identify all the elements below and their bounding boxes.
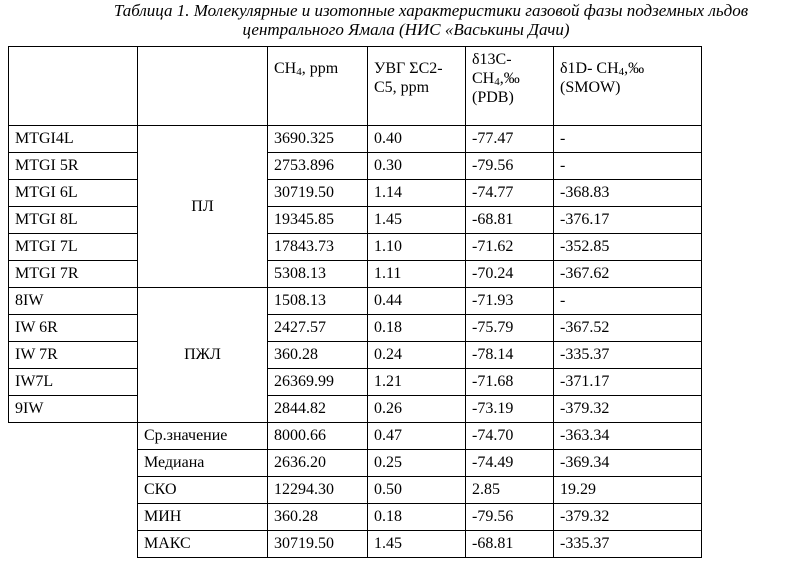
d13c-cell: -77.47 (466, 126, 554, 153)
table-row (9, 234, 702, 261)
uvg-cell: 0.40 (368, 126, 466, 153)
stat-d1d-cell: -335.37 (554, 531, 702, 558)
d13c-cell: -68.81 (466, 207, 554, 234)
sample-cell: IW7L (9, 369, 138, 396)
uvg-cell: 1.10 (368, 234, 466, 261)
d13c-cell: -71.62 (466, 234, 554, 261)
stat-d13c-cell: -74.49 (466, 450, 554, 477)
header-cell-d1d (554, 47, 702, 126)
uvg-cell: 0.24 (368, 342, 466, 369)
sample-cell: 9IW (9, 396, 138, 423)
stat-label-cell: МАКС (138, 531, 268, 558)
ch4-cell: 360.28 (268, 342, 368, 369)
d1d-cell: -376.17 (554, 207, 702, 234)
uvg-cell: 1.21 (368, 369, 466, 396)
d13c-cell: -70.24 (466, 261, 554, 288)
sample-cell: MTGI 7L (9, 234, 138, 261)
stats-row (9, 477, 702, 504)
ch4-cell: 1508.13 (268, 288, 368, 315)
d1d-cell: -367.52 (554, 315, 702, 342)
d13c-cell: -73.19 (466, 396, 554, 423)
header-ch4-main: CH (274, 60, 297, 77)
stat-d1d-cell: 19.29 (554, 477, 702, 504)
header-cell-uvg: УВГ ΣС2-С5, ppm (368, 47, 466, 126)
caption-line-1: Таблица 1. Молекулярные и изотопные характеристики газовой фазы подземных льдов (113, 1, 749, 20)
ch4-cell: 2753.896 (268, 153, 368, 180)
sample-cell: IW 7R (9, 342, 138, 369)
stat-d13c-cell: -74.70 (466, 423, 554, 450)
sample-cell: IW 6R (9, 315, 138, 342)
header-cell-d13c (466, 47, 554, 126)
table-row (9, 261, 702, 288)
sample-cell: MTGI 7R (9, 261, 138, 288)
table-row (9, 288, 702, 315)
stat-uvg-cell: 0.50 (368, 477, 466, 504)
header-d13c-sub: 4 (494, 76, 500, 88)
header-cell-ch4 (268, 47, 368, 126)
uvg-cell: 1.11 (368, 261, 466, 288)
d1d-cell: -368.83 (554, 180, 702, 207)
sample-cell: 8IW (9, 288, 138, 315)
stat-d13c-cell: -68.81 (466, 531, 554, 558)
d1d-cell: -379.32 (554, 396, 702, 423)
header-ch4-sub: 4 (296, 66, 302, 78)
stat-uvg-cell: 0.47 (368, 423, 466, 450)
empty-cell (9, 450, 138, 477)
uvg-cell: 0.44 (368, 288, 466, 315)
ch4-cell: 5308.13 (268, 261, 368, 288)
sample-cell: MTGI 5R (9, 153, 138, 180)
d13c-cell: -78.14 (466, 342, 554, 369)
table-row (9, 342, 702, 369)
header-d1d-rest: ,‰ (SMOW) (560, 60, 645, 96)
caption-line-2: центрального Ямала (НИС «Васькины Дачи) (242, 20, 570, 39)
stat-label-cell: Медиана (138, 450, 268, 477)
ch4-cell: 3690.325 (268, 126, 368, 153)
stat-d1d-cell: -369.34 (554, 450, 702, 477)
stat-d1d-cell: -363.34 (554, 423, 702, 450)
header-d1d-pre: δ1D- CH (560, 60, 619, 77)
ch4-cell: 19345.85 (268, 207, 368, 234)
d1d-cell: - (554, 153, 702, 180)
uvg-cell: 0.18 (368, 315, 466, 342)
header-cell-sample (9, 47, 138, 126)
stat-label-cell: СКО (138, 477, 268, 504)
d1d-cell: - (554, 126, 702, 153)
header-row (9, 47, 702, 126)
d1d-cell: -335.37 (554, 342, 702, 369)
stats-row (9, 504, 702, 531)
ch4-cell: 17843.73 (268, 234, 368, 261)
stat-label-cell: МИН (138, 504, 268, 531)
table-row (9, 180, 702, 207)
header-d13c-rest: ,‰ (PDB) (472, 70, 520, 106)
empty-cell (9, 504, 138, 531)
uvg-cell: 0.30 (368, 153, 466, 180)
d13c-cell: -79.56 (466, 153, 554, 180)
stats-row (9, 531, 702, 558)
stat-uvg-cell: 1.45 (368, 531, 466, 558)
group-cell-pzhl: ПЖЛ (138, 288, 268, 423)
table-row (9, 315, 702, 342)
stat-ch4-cell: 8000.66 (268, 423, 368, 450)
stat-ch4-cell: 360.28 (268, 504, 368, 531)
sample-cell: MTGI 6L (9, 180, 138, 207)
stat-label-cell: Ср.значение (138, 423, 268, 450)
ch4-cell: 2844.82 (268, 396, 368, 423)
sample-cell: MTGI 8L (9, 207, 138, 234)
table-row (9, 153, 702, 180)
stat-ch4-cell: 2636.20 (268, 450, 368, 477)
stat-uvg-cell: 0.25 (368, 450, 466, 477)
table-row (9, 369, 702, 396)
empty-cell (9, 477, 138, 504)
data-table (8, 46, 702, 558)
d13c-cell: -75.79 (466, 315, 554, 342)
table-row (9, 396, 702, 423)
d13c-cell: -71.68 (466, 369, 554, 396)
stat-ch4-cell: 30719.50 (268, 531, 368, 558)
ch4-cell: 2427.57 (268, 315, 368, 342)
empty-cell (9, 423, 138, 450)
header-ch4-rest: , ppm (301, 60, 339, 77)
d1d-cell: -367.62 (554, 261, 702, 288)
stats-row (9, 423, 702, 450)
uvg-cell: 1.45 (368, 207, 466, 234)
header-cell-group (138, 47, 268, 126)
empty-cell (9, 531, 138, 558)
stat-d13c-cell: -79.56 (466, 504, 554, 531)
stat-uvg-cell: 0.18 (368, 504, 466, 531)
uvg-cell: 1.14 (368, 180, 466, 207)
stats-row (9, 450, 702, 477)
d1d-cell: - (554, 288, 702, 315)
sample-cell: MTGI4L (9, 126, 138, 153)
uvg-cell: 0.26 (368, 396, 466, 423)
stat-d13c-cell: 2.85 (466, 477, 554, 504)
header-d1d-sub: 4 (618, 66, 625, 78)
d13c-cell: -74.77 (466, 180, 554, 207)
d13c-cell: -71.93 (466, 288, 554, 315)
stat-d1d-cell: -379.32 (554, 504, 702, 531)
table-row (9, 126, 702, 153)
header-d13c-pre: δ13C-CH (472, 51, 512, 87)
table-row (9, 207, 702, 234)
stat-ch4-cell: 12294.30 (268, 477, 368, 504)
d1d-cell: -352.85 (554, 234, 702, 261)
group-cell-pl: ПЛ (138, 126, 268, 288)
ch4-cell: 26369.99 (268, 369, 368, 396)
d1d-cell: -371.17 (554, 369, 702, 396)
ch4-cell: 30719.50 (268, 180, 368, 207)
